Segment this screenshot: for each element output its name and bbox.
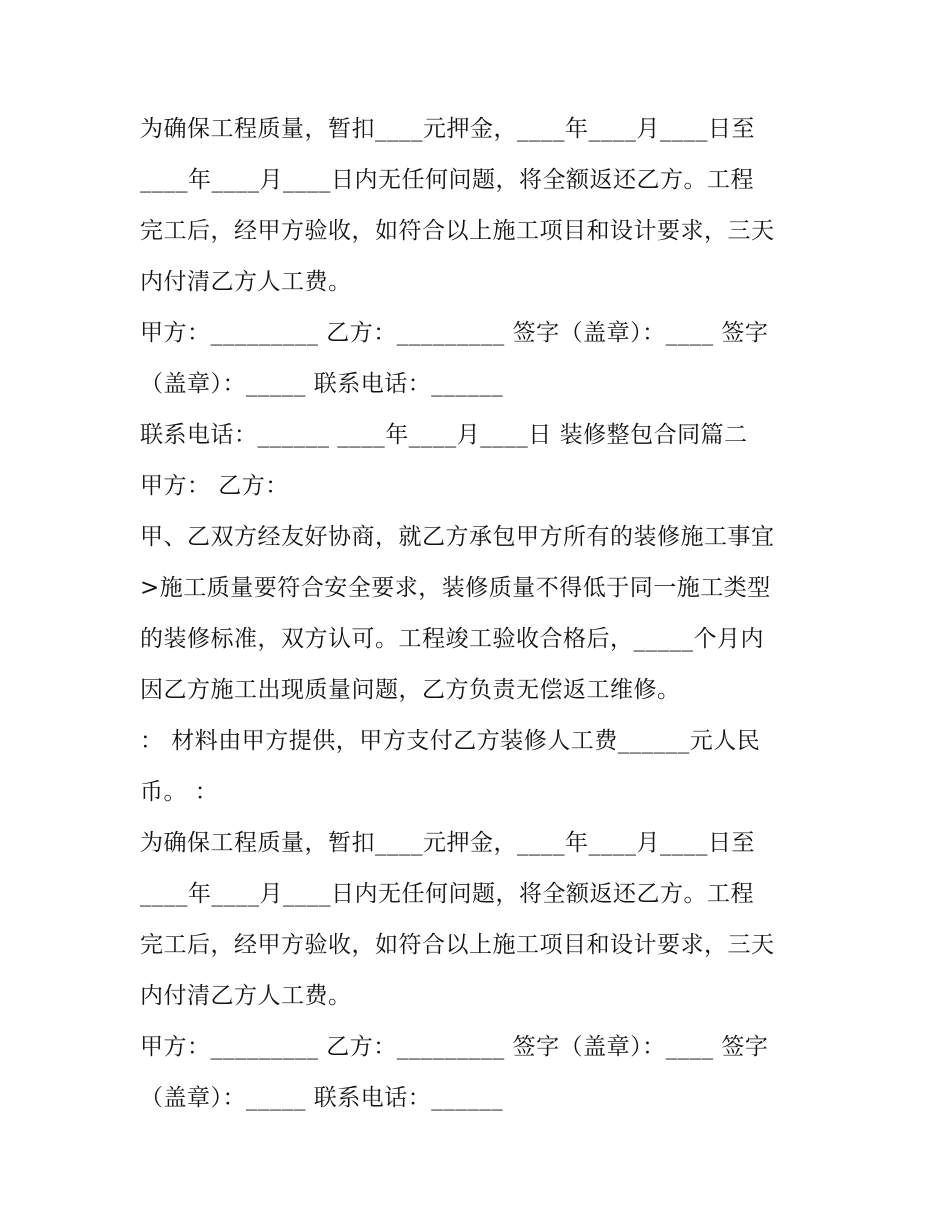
text-line: ： 材料由甲方提供，甲方支付乙方装修人工费______元人民: [140, 728, 761, 754]
text-line: 内付清乙方人工费。: [140, 983, 352, 1009]
document-page: [140, 104, 820, 1124]
text-line: 币。 ：: [140, 779, 219, 805]
text-line: 甲、乙双方经友好协商，就乙方承包甲方所有的装修施工事宜: [140, 524, 775, 550]
text-line: 内付清乙方人工费。: [140, 269, 352, 295]
text-line: 完工后，经甲方验收，如符合以上施工项目和设计要求，三天: [140, 932, 775, 958]
text-line: 为确保工程质量，暂扣____元押金，____年____月____日至: [140, 830, 755, 856]
text-line: 的装修标准，双方认可。工程竣工验收合格后，_____个月内: [140, 626, 764, 652]
text-line: >施工质量要符合安全要求，装修质量不得低于同一施工类型: [140, 575, 771, 601]
signature-line: （盖章）：_____ 联系电话：______: [140, 371, 504, 397]
signature-line: 甲方：_________ 乙方：_________ 签字（盖章）：____ 签字: [140, 1034, 769, 1060]
text-line: ____年____月____日内无任何问题，将全额返还乙方。工程: [140, 167, 754, 193]
text-line: 因乙方施工出现质量问题，乙方负责无偿返工维修。: [140, 677, 681, 703]
signature-line: （盖章）：_____ 联系电话：______: [140, 1085, 504, 1111]
text-line: ____年____月____日内无任何问题，将全额返还乙方。工程: [140, 881, 754, 907]
text-line: 完工后，经甲方验收，如符合以上施工项目和设计要求，三天: [140, 218, 775, 244]
parties-line: 甲方： 乙方：: [140, 473, 289, 499]
contact-date-line: 联系电话：______ ____年____月____日 装修整包合同篇二: [140, 422, 748, 448]
signature-line: 甲方：_________ 乙方：_________ 签字（盖章）：____ 签字: [140, 320, 769, 346]
text-line: 为确保工程质量，暂扣____元押金，____年____月____日至: [140, 116, 755, 142]
